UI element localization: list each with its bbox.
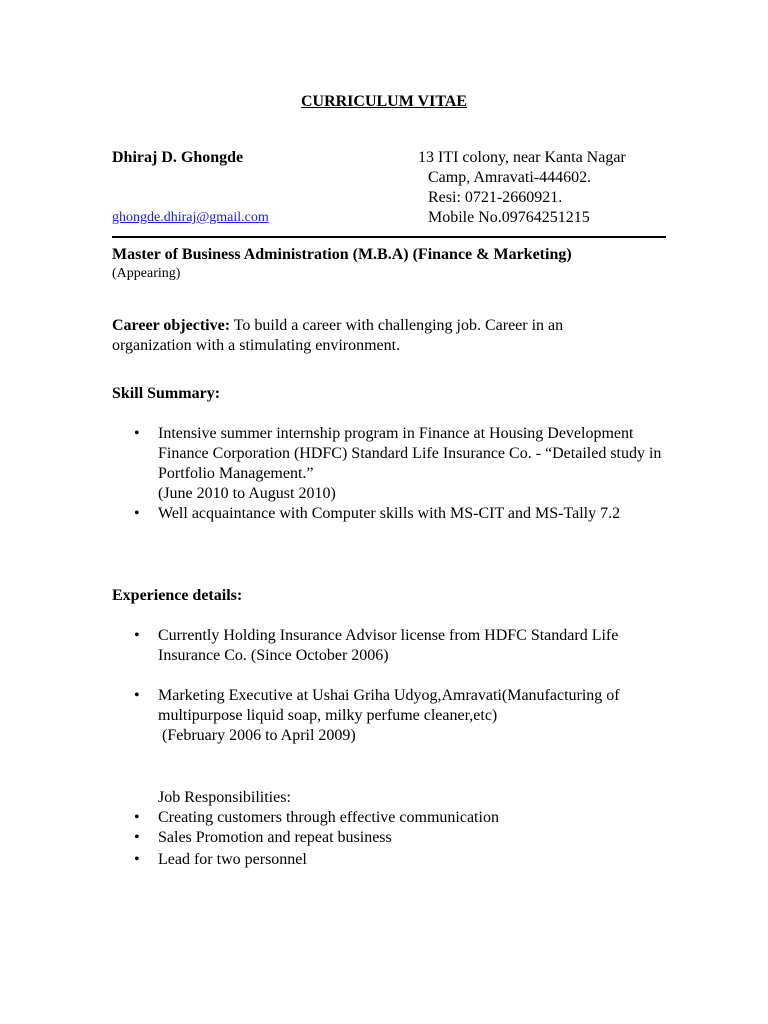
list-item bbox=[112, 504, 672, 524]
phone-residence: Resi: 0721-2660921. bbox=[428, 189, 563, 206]
skill-item-text: • Well acquaintance with Computer skills with MS-CIT and MS-Tally 7.2 bbox=[158, 505, 621, 522]
list-item bbox=[112, 424, 672, 504]
skill-summary-heading: Skill Summary: bbox=[112, 385, 221, 402]
career-objective bbox=[112, 316, 642, 356]
document-title: CURRICULUM VITAE bbox=[300, 93, 468, 110]
list-item bbox=[112, 686, 672, 746]
phone-mobile: Mobile No.09764251215 bbox=[428, 209, 590, 226]
experience-list bbox=[112, 686, 672, 746]
skill-item-text: • Intensive summer internship program in Finance at Housing Development Finance Corporation (HDFC) Standard Life Insurance Co. - “Detailed study in Portfolio Management.” bbox=[158, 425, 662, 482]
internship-period: (June 2010 to August 2010) bbox=[158, 485, 336, 502]
list-item: • Sales Promotion and repeat business bbox=[112, 828, 499, 848]
email-link[interactable]: ghongde.dhiraj@gmail.com bbox=[112, 210, 269, 225]
experience-item-text: • Currently Holding Insurance Advisor license from HDFC Standard Life Insurance Co. (Since October 2006) bbox=[158, 627, 619, 664]
candidate-name: Dhiraj D. Ghongde bbox=[112, 149, 244, 166]
list-item: • Lead for two personnel bbox=[112, 850, 499, 870]
header-divider bbox=[112, 236, 666, 238]
career-objective-label: Career objective: bbox=[112, 317, 231, 334]
address-line: Camp, Amravati-444602. bbox=[428, 169, 592, 186]
address-block bbox=[418, 148, 626, 228]
degree-line: Master of Business Administration (M.B.A) (Finance & Marketing) bbox=[112, 246, 572, 263]
list-item bbox=[112, 626, 672, 666]
experience-list bbox=[112, 626, 672, 666]
skill-summary-list bbox=[112, 424, 672, 524]
experience-heading: Experience details: bbox=[112, 587, 243, 604]
responsibilities-block bbox=[112, 788, 499, 870]
marketing-period: (February 2006 to April 2009) bbox=[158, 727, 356, 744]
degree-status: (Appearing) bbox=[112, 266, 181, 281]
responsibilities-label: Job Responsibilities: bbox=[158, 789, 291, 806]
address-line: 13 ITI colony, near Kanta Nagar bbox=[418, 149, 626, 166]
experience-item-text: • Marketing Executive at Ushai Griha Udyog,Amravati(Manufacturing of multipurpose liquid soap, milky perfume cleaner,etc) bbox=[158, 687, 620, 724]
list-item: • Creating customers through effective communication bbox=[112, 808, 499, 828]
career-objective-text: To build a career with challenging job. Career in an organization with a stimulating environment. bbox=[112, 317, 564, 354]
